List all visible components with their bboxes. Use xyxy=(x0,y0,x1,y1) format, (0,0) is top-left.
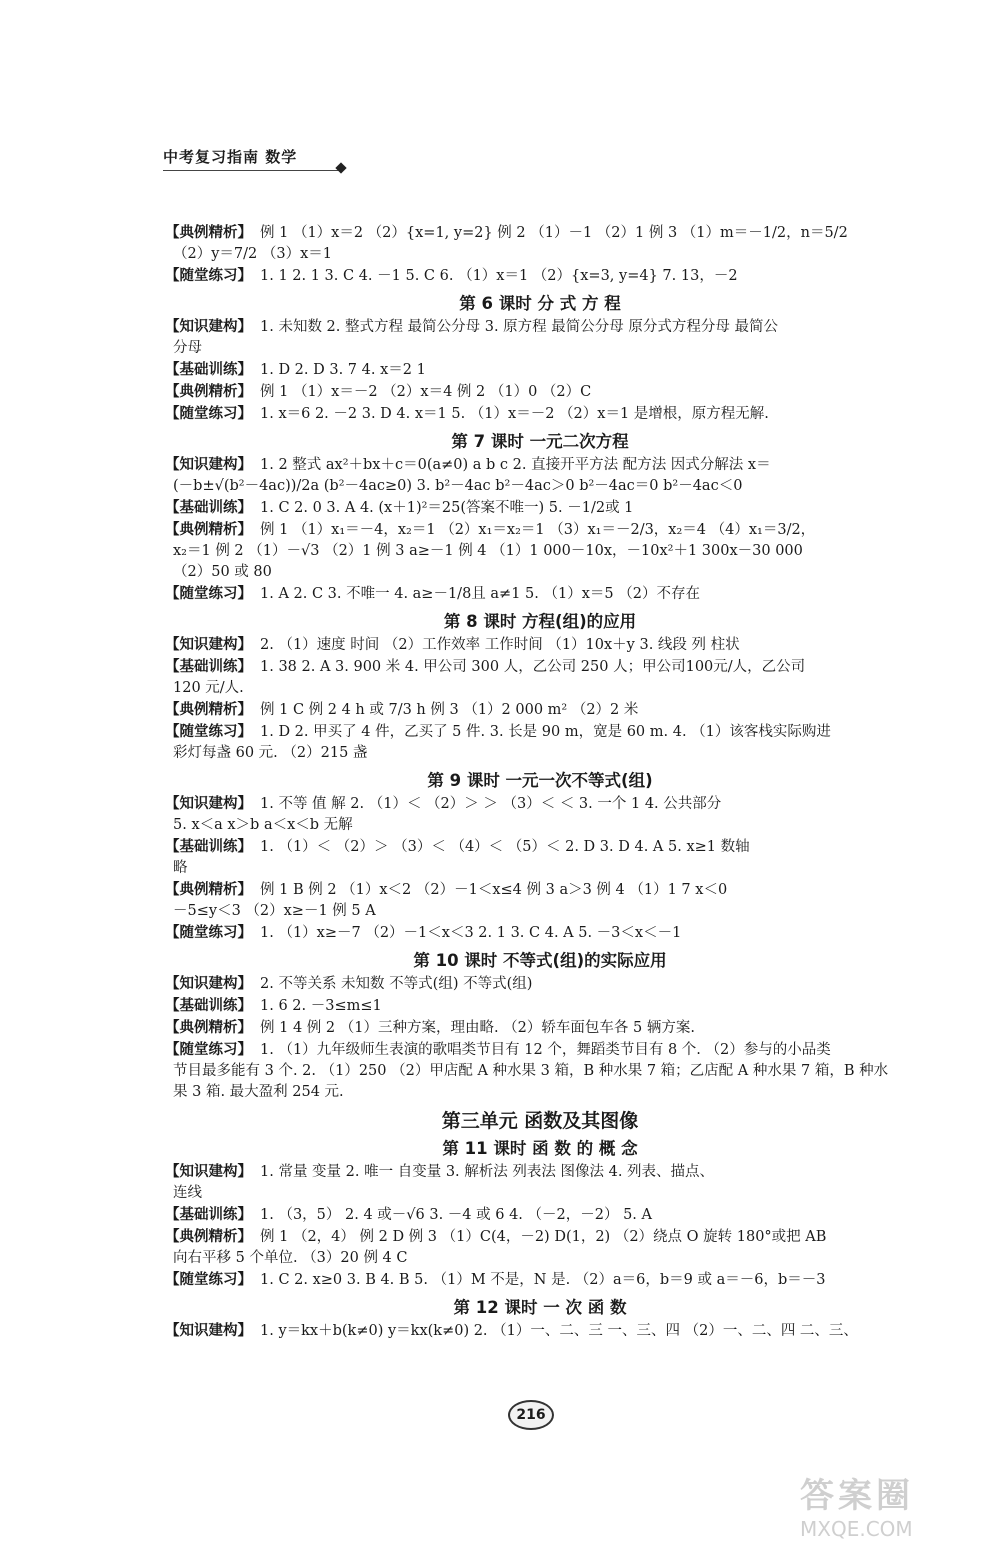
section-tag: 【基础训练】 xyxy=(165,361,252,378)
section-tag: 【知识建构】 xyxy=(165,318,252,335)
answer-text: 1. 常量 变量 2. 唯一 自变量 3. 解析法 列表法 图像法 4. 列表、描点、 xyxy=(260,1164,715,1180)
answer-text: 1. D 2. 甲买了 4 件，乙买了 5 件. 3. 长是 90 m，宽是 60 m. 4. （1）该客栈实际购进 xyxy=(260,724,831,740)
answer-text: 1. （1）＜ （2）＞ （3）＜ （4）＜ （5）＜ 2. D 3. D 4. A 5. x≥1 数轴 xyxy=(260,839,750,855)
answer-line xyxy=(165,793,915,815)
answer-text: 1. C 2. x≥0 3. B 4. B 5. （1）M 不是，N 是. （2）a＝6，b＝9 或 a＝－6，b＝－3 xyxy=(260,1272,826,1288)
section-tag: 【典例精析】 xyxy=(165,521,252,538)
answer-line xyxy=(165,265,915,287)
answer-line xyxy=(165,1183,915,1204)
section-tag: 【知识建构】 xyxy=(165,456,252,473)
answer-text: 例 1 （1）x＝2 （2）{x=1, y=2} 例 2 （1）－1 （2）1 例 3 （1）m＝－1/2，n＝5/2 xyxy=(260,225,848,241)
section-tag: 【典例精析】 xyxy=(165,383,252,400)
unit-heading: 第三单元 函数及其图像 xyxy=(441,1110,639,1132)
answer-text: 1. （3，5） 2. 4 或－√6 3. －4 或 6 4. （－2，－2） 5. A xyxy=(260,1207,652,1223)
section-tag: 【知识建构】 xyxy=(165,636,252,653)
answer-text: 1. x＝6 2. －2 3. D 4. x＝1 5. （1）x＝－2 （2）x＝1 是增根，原方程无解. xyxy=(260,406,769,422)
section-tag: 【随堂练习】 xyxy=(165,585,252,602)
lesson-heading: 第 8 课时 方程(组)的应用 xyxy=(443,612,637,631)
section-tag: 【典例精析】 xyxy=(165,1228,252,1245)
page-number: 216 xyxy=(508,1400,554,1430)
answer-text: 120 元/人. xyxy=(173,680,244,696)
answer-text: 略 xyxy=(173,860,188,876)
answer-line xyxy=(165,222,915,244)
answer-text: 例 1 C 例 2 4 h 或 7/3 h 例 3 （1）2 000 m² （2）2 米 xyxy=(260,702,639,718)
section-tag: 【基础训练】 xyxy=(165,838,252,855)
answer-line xyxy=(165,1017,915,1039)
answer-text: 1. y＝kx＋b(k≠0) y＝kx(k≠0) 2. （1）一、二、三 一、三、四 （2）一、二、四 二、三、 xyxy=(260,1323,858,1339)
answer-line xyxy=(165,1226,915,1248)
answer-line xyxy=(165,519,915,541)
answer-line xyxy=(165,1039,915,1061)
answer-line xyxy=(165,497,915,519)
answer-text: 1. 未知数 2. 整式方程 最简公分母 3. 原方程 最简公分母 原分式方程分母 最简公 xyxy=(260,319,778,335)
answer-text: 分母 xyxy=(173,340,202,356)
answer-line xyxy=(165,1082,915,1103)
watermark xyxy=(800,1468,980,1541)
answer-line xyxy=(165,858,915,879)
page-header xyxy=(163,146,343,171)
answer-line xyxy=(165,656,915,678)
section-tag: 【基础训练】 xyxy=(165,1206,252,1223)
answer-text: x₂＝1 例 2 （1）－√3 （2）1 例 3 a≥－1 例 4 （1）1 000－10x，－10x²＋1 300x－30 000 xyxy=(173,543,803,559)
answer-text: 1. 38 2. A 3. 900 米 4. 甲公司 300 人，乙公司 250 人；甲公司100元/人，乙公司 xyxy=(260,659,806,675)
answer-text: 例 1 B 例 2 （1）x＜2 （2）－1＜x≤4 例 3 a＞3 例 4 （1）1 7 x＜0 xyxy=(260,882,728,898)
section-tag: 【随堂练习】 xyxy=(165,1041,252,1058)
section-tag: 【随堂练习】 xyxy=(165,723,252,740)
section-tag: 【基础训练】 xyxy=(165,997,252,1014)
answer-line xyxy=(165,583,915,605)
answer-line xyxy=(165,922,915,944)
answer-text: 1. （1）九年级师生表演的歌唱类节目有 12 个，舞蹈类节目有 8 个. （2）参与的小品类 xyxy=(260,1042,831,1058)
answer-line xyxy=(165,995,915,1017)
answer-text: 5. x＜a x＞b a＜x＜b 无解 xyxy=(173,817,353,833)
section-tag: 【典例精析】 xyxy=(165,1019,252,1036)
answer-text: （2）y＝7/2 （3）x＝1 xyxy=(173,246,332,262)
answer-text: 2. （1）速度 时间 （2）工作效率 工作时间 （1）10x＋y 3. 线段 列 柱状 xyxy=(260,637,740,653)
section-tag: 【基础训练】 xyxy=(165,658,252,675)
answer-line xyxy=(165,359,915,381)
answer-text: 1. C 2. 0 3. A 4. (x＋1)²＝25(答案不唯一) 5. －1/2或 1 xyxy=(260,500,634,516)
lesson-heading: 第 10 课时 不等式(组)的实际应用 xyxy=(413,951,667,970)
answer-text: 果 3 箱. 最大盈利 254 元. xyxy=(173,1084,344,1100)
watermark-url: MXQE.COM xyxy=(800,1517,913,1541)
answer-text: 2. 不等关系 未知数 不等式(组) 不等式(组) xyxy=(260,976,533,992)
answer-line xyxy=(165,879,915,901)
answer-text: 向右平移 5 个单位. （3）20 例 4 C xyxy=(173,1250,408,1266)
section-tag: 【随堂练习】 xyxy=(165,1271,252,1288)
answer-text: 例 1 （1）x＝－2 （2）x＝4 例 2 （1）0 （2）C xyxy=(260,384,592,400)
answer-line xyxy=(165,901,915,922)
answer-line xyxy=(165,743,915,764)
section-tag: 【随堂练习】 xyxy=(165,267,252,284)
diamond-ornament-icon xyxy=(335,162,346,173)
lesson-heading: 第 9 课时 一元一次不等式(组) xyxy=(427,771,653,790)
answer-text: －5≤y＜3 （2）x≥－1 例 5 A xyxy=(173,903,376,919)
answer-line xyxy=(165,1269,915,1291)
answer-line xyxy=(165,338,915,359)
answer-text: 连线 xyxy=(173,1185,202,1201)
lesson-heading: 第 11 课时 函 数 的 概 念 xyxy=(442,1139,638,1158)
answer-line xyxy=(165,1161,915,1183)
answer-line xyxy=(165,1320,915,1342)
answer-text: 1. 1 2. 1 3. C 4. －1 5. C 6. （1）x＝1 （2）{x=3, y=4} 7. 13，－2 xyxy=(260,268,738,284)
lesson-heading: 第 6 课时 分 式 方 程 xyxy=(459,294,621,313)
answer-content xyxy=(165,222,915,1342)
answer-text: 节目最多能有 3 个. 2. （1）250 （2）甲店配 A 种水果 3 箱，B 种水果 7 箱；乙店配 A 种水果 7 箱，B 种水 xyxy=(173,1063,889,1079)
answer-line xyxy=(165,381,915,403)
answer-line xyxy=(165,634,915,656)
lesson-heading: 第 12 课时 一 次 函 数 xyxy=(453,1298,627,1317)
answer-line xyxy=(165,699,915,721)
lesson-heading: 第 7 课时 一元二次方程 xyxy=(451,432,629,451)
answer-text: 1. 不等 值 解 2. （1）＜ （2）＞ ＞ （3）＜ ＜ 3. 一个 1 4. 公共部分 xyxy=(260,796,722,812)
section-tag: 【典例精析】 xyxy=(165,881,252,898)
answer-line xyxy=(165,403,915,425)
answer-line xyxy=(165,1204,915,1226)
answer-text: 彩灯每盏 60 元. （2）215 盏 xyxy=(173,745,368,761)
section-tag: 【基础训练】 xyxy=(165,499,252,516)
answer-line xyxy=(165,1248,915,1269)
answer-line xyxy=(165,562,915,583)
section-tag: 【典例精析】 xyxy=(165,701,252,718)
answer-text: 例 1 4 例 2 （1）三种方案，理由略. （2）轿车面包车各 5 辆方案. xyxy=(260,1020,695,1036)
answer-text: 1. A 2. C 3. 不唯一 4. a≥－1/8且 a≠1 5. （1）x＝5 （2）不存在 xyxy=(260,586,700,602)
answer-line xyxy=(165,1061,915,1082)
section-tag: 【随堂练习】 xyxy=(165,405,252,422)
answer-line xyxy=(165,815,915,836)
section-tag: 【知识建构】 xyxy=(165,1163,252,1180)
answer-line xyxy=(165,316,915,338)
section-tag: 【知识建构】 xyxy=(165,795,252,812)
section-tag: 【知识建构】 xyxy=(165,1322,252,1339)
answer-line xyxy=(165,244,915,265)
book-title: 中考复习指南 数学 xyxy=(163,148,298,166)
answer-line xyxy=(165,454,915,476)
section-tag: 【典例精析】 xyxy=(165,224,252,241)
answer-text: 1. 2 整式 ax²＋bx＋c＝0(a≠0) a b c 2. 直接开平方法 配方法 因式分解法 x＝ xyxy=(260,457,771,473)
answer-line xyxy=(165,973,915,995)
answer-line xyxy=(165,476,915,497)
watermark-logo: 答案圈 xyxy=(800,1476,914,1516)
answer-text: 1. （1）x≥－7 （2）－1＜x＜3 2. 1 3. C 4. A 5. －3＜x＜－1 xyxy=(260,925,682,941)
answer-line xyxy=(165,541,915,562)
section-tag: 【随堂练习】 xyxy=(165,924,252,941)
answer-text: 例 1 （2，4） 例 2 D 例 3 （1）C(4，－2) D(1，2) （2）绕点 O 旋转 180°或把 AB xyxy=(260,1229,827,1245)
answer-text: 例 1 （1）x₁＝－4，x₂＝1 （2）x₁＝x₂＝1 （3）x₁＝－2/3，x₂＝4 （4）x₁＝3/2， xyxy=(260,522,816,538)
section-tag: 【知识建构】 xyxy=(165,975,252,992)
answer-text: (－b±√(b²－4ac))/2a (b²－4ac≥0) 3. b²－4ac b²－4ac＞0 b²－4ac＝0 b²－4ac＜0 xyxy=(173,478,743,494)
answer-text: 1. 6 2. －3≤m≤1 xyxy=(260,998,382,1014)
answer-text: （2）50 或 80 xyxy=(173,564,272,580)
answer-text: 1. D 2. D 3. 7 4. x＝2 1 xyxy=(260,362,426,378)
answer-line xyxy=(165,721,915,743)
answer-line xyxy=(165,836,915,858)
answer-line xyxy=(165,678,915,699)
